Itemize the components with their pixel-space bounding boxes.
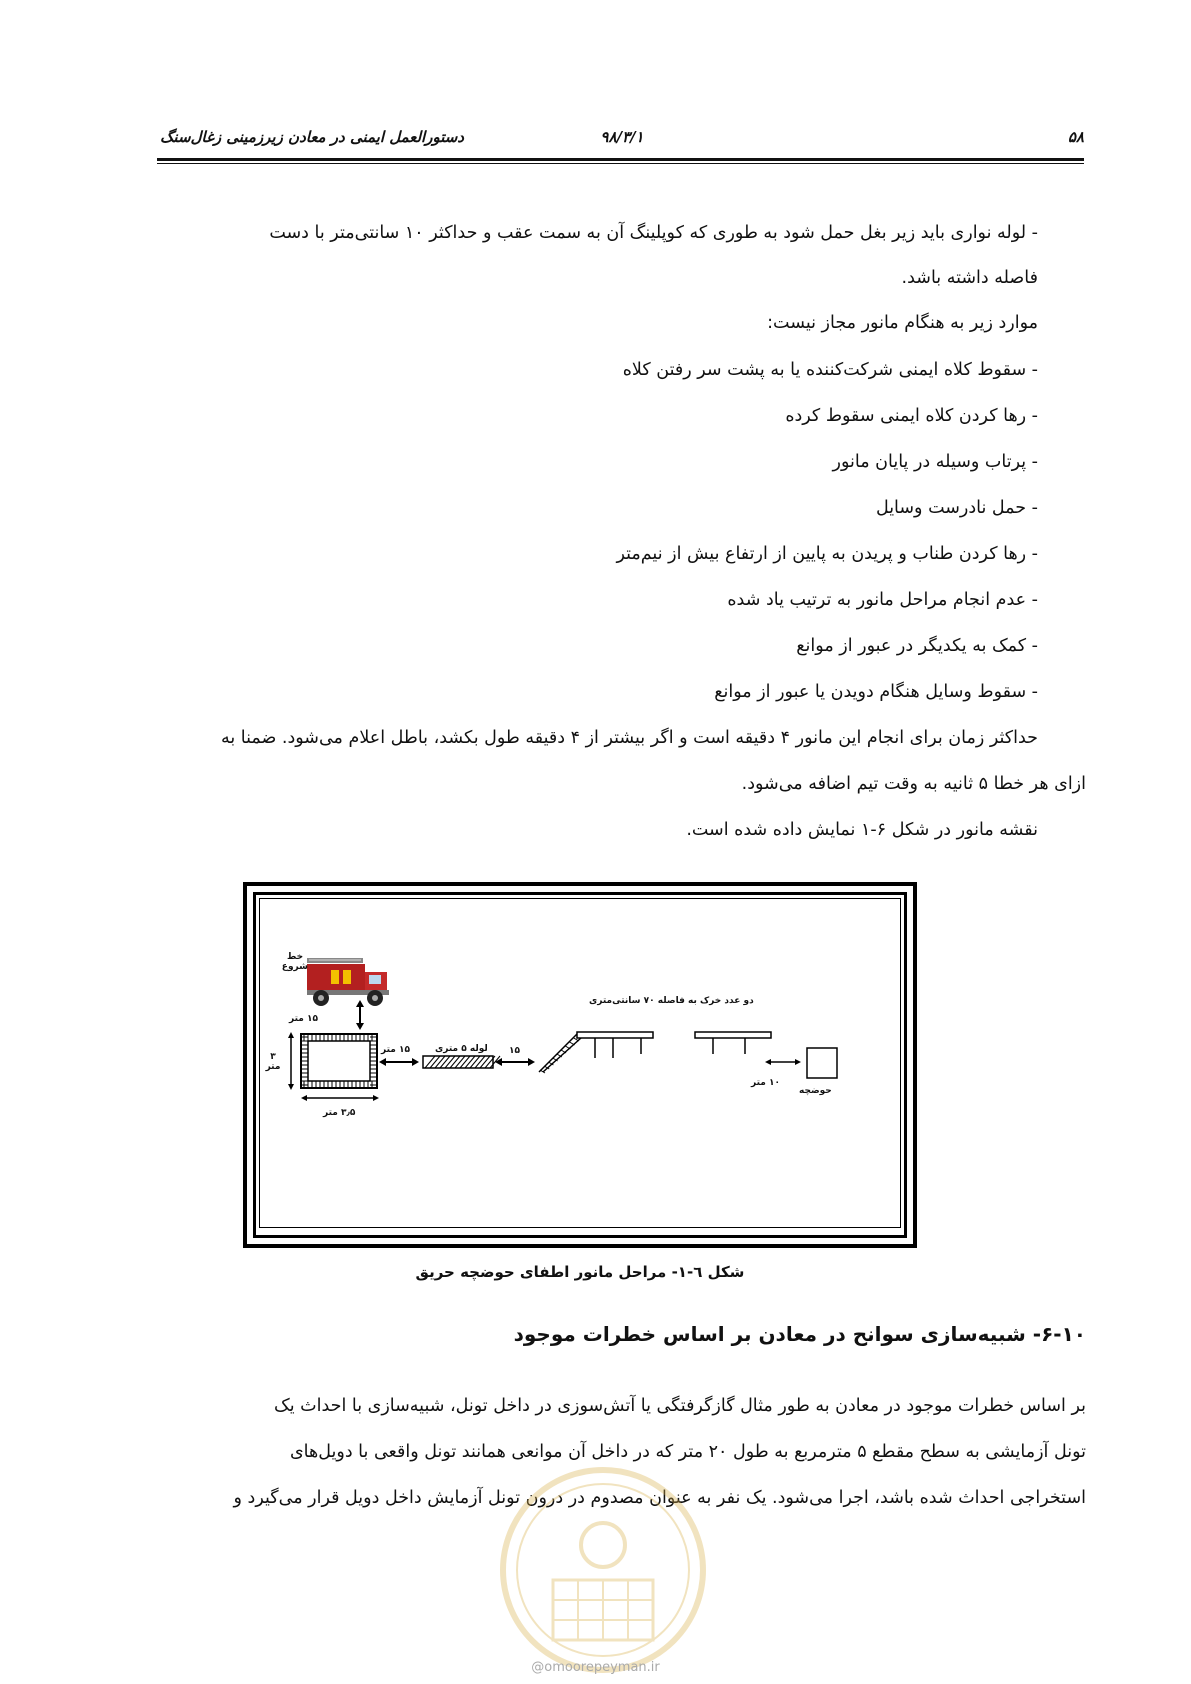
fire-basin [807,1048,837,1078]
body-line: فاصله داشته باشد. [901,268,1038,288]
bullet-item: - رها کردن کلاه ایمنی سقوط کرده [785,406,1038,426]
paragraph-line: تونل آزمایشی به سطح مقطع ۵ مترمربع به طول ۲۰ متر که در داخل آن موانعی همانند تونل واقعی با دویل‌های [289,1442,1086,1462]
watermark-site: @omoorepeyman.ir [531,1660,660,1675]
fire-truck-icon [307,958,389,1006]
header-rule [157,158,1084,161]
arrow-width [288,1032,294,1090]
bullet-item: - رها کردن طناب و پریدن به پایین از ارتفاع بیش از نیم‌متر [616,544,1038,564]
bullet-item: - سقوط کلاه ایمنی شرکت‌کننده یا به پشت سر رفتن کلاه [622,360,1038,380]
bullet-item: - سقوط وسایل هنگام دویدن یا عبور از موانع [714,682,1038,702]
arrow-vertical [356,1000,364,1030]
label-15m-b: ۱۵ [509,1046,520,1056]
label-3-5m: ۳٫۵ متر [323,1108,356,1118]
figure-drawing [247,886,913,1244]
label-start: خط شروع [281,952,308,972]
body-line: - لوله نواری باید زیر بغل حمل شود به طوری که کوپلینگ آن به سمت عقب و حداکثر ۱۰ سانتی‌متر با دست [269,223,1038,243]
arrow-15m-a [379,1058,419,1066]
bullet-item: - کمک به یکدیگر در عبور از موانع [796,636,1038,656]
label-basin: حوضچه [799,1086,832,1096]
trestle-1 [539,1032,653,1073]
arrow-length [301,1095,379,1101]
paragraph-line: بر اساس خطرات موجود در معادن به طور مثال گازگرفتگی یا آتش‌سوزی در داخل تونل، شبیه‌سازی با احداث یک [274,1396,1086,1416]
watermark-seal [498,1465,708,1675]
body-line: حداکثر زمان برای انجام این مانور ۴ دقیقه است و اگر بیشتر از ۴ دقیقه طول بکشد، باطل اعلام می‌شود. ضمنا به [220,728,1038,748]
label-3m: ۳ متر [265,1052,281,1072]
arrow-10m [765,1059,801,1065]
page-number: ۵۸ [1067,128,1084,146]
body-line: موارد زیر به هنگام مانور مجاز نیست: [767,313,1038,333]
header-title: دستورالعمل ایمنی در معادن زیرزمینی زغال‌سنگ [160,128,464,146]
hatch-marks [301,1034,377,1088]
label-15m-a: ۱۵ متر [381,1045,410,1055]
body-line: نقشه مانور در شکل ۶-۱ نمایش داده شده است. [686,820,1038,840]
label-15m-vertical: ۱۵ متر [289,1014,318,1024]
figure-caption: شکل ٦-١- مراحل مانور اطفای حوضچه حریق [415,1263,745,1281]
section-heading: ۶-۱۰- شبیه‌سازی سوانح در معادن بر اساس خطرات موجود [513,1322,1086,1346]
bullet-item: - حمل نادرست وسایل [875,498,1038,518]
page-header [160,128,1084,154]
hose-pipe [423,1056,500,1068]
body-line: ازای هر خطا ۵ ثانیه به وقت تیم اضافه می‌شود. [741,774,1086,794]
bullet-item: - عدم انجام مراحل مانور به ترتیب یاد شده [727,590,1038,610]
label-10m: ۱۰ متر [751,1078,780,1088]
bullet-item: - پرتاب وسیله در پایان مانور [832,452,1038,472]
paragraph-line: استخراجی احداث شده باشد، اجرا می‌شود. یک نفر به عنوان مصدوم در درون تونل آزمایش داخل دویل قرار می‌گیرد و [233,1488,1086,1508]
label-pipe: لوله ۵ متری [435,1044,488,1054]
maneuver-figure [243,882,917,1248]
start-pool-rectangle [301,1034,377,1088]
header-date: ۹۸/۳/۱ [600,128,644,146]
arrow-15m-b [495,1058,535,1066]
trestle-2 [695,1032,771,1054]
label-trestles: دو عدد خرک به فاصله ۷۰ سانتی‌متری [589,996,754,1006]
header-rule-thin [157,163,1084,164]
